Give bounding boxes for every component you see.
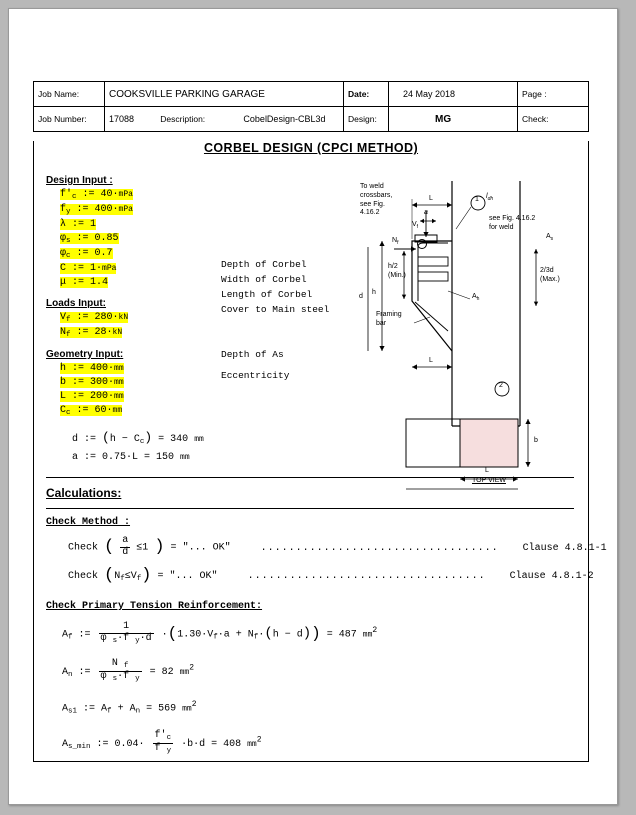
desc-Cc: Cover to Main steel <box>221 304 330 315</box>
check-label[interactable]: Check: <box>518 107 589 132</box>
label-L-bottom: L <box>429 357 433 364</box>
check-nf-vf: Check $(N_f\le V_f)$ = "... OK" .................................. Clause 4.8.1-2 <box>68 566 594 585</box>
desc-L: Length of Corbel <box>221 289 313 300</box>
corbel-diagram <box>360 171 580 491</box>
loads-input-heading: Loads Input: <box>46 298 106 309</box>
title-block-row-1 <box>34 82 589 107</box>
title-block-row-2 <box>34 107 589 132</box>
input-phi-s[interactable]: $\varphi_s$ := 0.85 <box>60 233 119 245</box>
input-lambda[interactable]: λ := 1 <box>60 219 97 230</box>
page-label[interactable]: Page : <box>518 82 589 107</box>
input-b[interactable]: b := 300·mm <box>60 377 124 388</box>
derived-d: d := $(h - C_c) = 340$ mm <box>72 430 204 446</box>
formula-As1: $A_{s1}$ := $A_f + A_n = 569$ $mm^2$ <box>62 700 197 716</box>
label-Nf: $N_f$ <box>392 237 399 246</box>
input-fy[interactable]: $f_y$ := 400·mPa <box>60 204 133 216</box>
callout-1-label: 1 <box>475 196 479 203</box>
calculations-heading: Calculations: <box>46 486 122 500</box>
job-name-value[interactable]: COOKSVILLE PARKING GARAGE <box>105 82 344 107</box>
derived-a: a := 0.75·L = 150 mm <box>72 452 190 463</box>
design-label: Design: <box>344 107 389 132</box>
label-23d: 2/3d (Max.) <box>540 267 560 283</box>
input-Vf[interactable]: $V_f$ := 280·kN <box>60 312 129 324</box>
callout-2-label: 2 <box>499 382 503 389</box>
fig-note-text: see Fig. 4.16.2 for weld <box>489 215 536 231</box>
formula-An: $A_n$ := $\frac{N _f}{\varphi _s\cdot f _y}$ = 82 $mm^2$ <box>62 658 195 684</box>
weld-note-text: To weld crossbars, see Fig. 4.16.2 <box>360 183 393 217</box>
formula-Af: $A_f$ := $\frac{1}{\varphi _s\cdot f _y\cdot d}$ $\cdot(1.30\cdot V_f\cdot a + N_f\cdot(h - d)) = 487$ $mm^2$ <box>62 621 378 645</box>
geometry-input-heading: Geometry Input: <box>46 349 124 360</box>
input-fc[interactable]: $f'_c$ := 40·mPa <box>60 189 133 201</box>
design-value[interactable]: MG <box>389 107 518 132</box>
calculation-body <box>33 141 607 762</box>
check-a-over-d: Check ( $\frac{a}{d}$ ≤1 ) = "... OK" .................................. Clause 4.8.1-1 <box>68 535 607 558</box>
input-mu[interactable]: μ := 1.4 <box>60 277 109 288</box>
desc-b: Width of Corbel <box>221 274 307 285</box>
label-framing-bar: Framing bar <box>376 311 402 327</box>
desc-h: Depth of Corbel <box>221 259 307 270</box>
document-page <box>8 8 618 805</box>
job-name-label: Job Name: <box>34 82 105 107</box>
label-L-top-view: L <box>485 467 489 474</box>
input-Nf[interactable]: $N_f$ := 28·kN <box>60 327 123 339</box>
title-block <box>33 81 589 132</box>
check-method-heading: Check Method : <box>46 517 131 528</box>
label-d: d <box>359 293 363 300</box>
top-view-caption: TOP VIEW <box>472 477 506 484</box>
page-title: CORBEL DESIGN (CPCI METHOD) <box>203 141 419 155</box>
corbel-drawing <box>360 171 580 511</box>
dim-L-top-label: L <box>429 195 433 202</box>
inputs-column <box>46 175 336 463</box>
label-a: a <box>424 209 428 216</box>
job-number-value[interactable]: 17088 Description: CobelDesign-CBL3d <box>105 107 344 132</box>
label-h2: h/2 (Min.) <box>388 263 406 279</box>
label-ldh: $l_{dh}$ <box>486 193 494 202</box>
input-L[interactable]: L := 200·mm <box>60 391 124 402</box>
primary-tension-heading: Check Primary Tension Reinforcement: <box>46 601 263 612</box>
date-label: Date: <box>344 82 389 107</box>
desc-d: Depth of As <box>221 349 284 360</box>
formula-As-min: $A_{s\_min}$ := 0.04· $\frac{f'_c}{f _y}$ ·b·d = 408 $mm^2$ <box>62 730 262 756</box>
desc-a: Eccentricity <box>221 370 290 381</box>
label-Vf: $V_f$ <box>412 221 419 230</box>
input-h[interactable]: h := 400·mm <box>60 363 124 374</box>
worksheet <box>33 81 607 771</box>
input-phi-c[interactable]: $\varphi_c$ := 0.7 <box>60 248 113 260</box>
input-C[interactable]: C := 1·mPa <box>60 263 117 274</box>
date-value[interactable]: 24 May 2018 <box>389 82 518 107</box>
label-b: b <box>534 437 538 444</box>
input-Cc[interactable]: $C_c$ := 60·mm <box>60 405 123 417</box>
job-number-label: Job Number: <box>34 107 105 132</box>
label-As: $A_s$ <box>546 233 554 242</box>
label-Ah: $A_h$ <box>472 293 480 302</box>
design-input-heading: Design Input : <box>46 175 113 186</box>
calculations-section <box>46 471 607 756</box>
label-h: h <box>372 289 376 296</box>
